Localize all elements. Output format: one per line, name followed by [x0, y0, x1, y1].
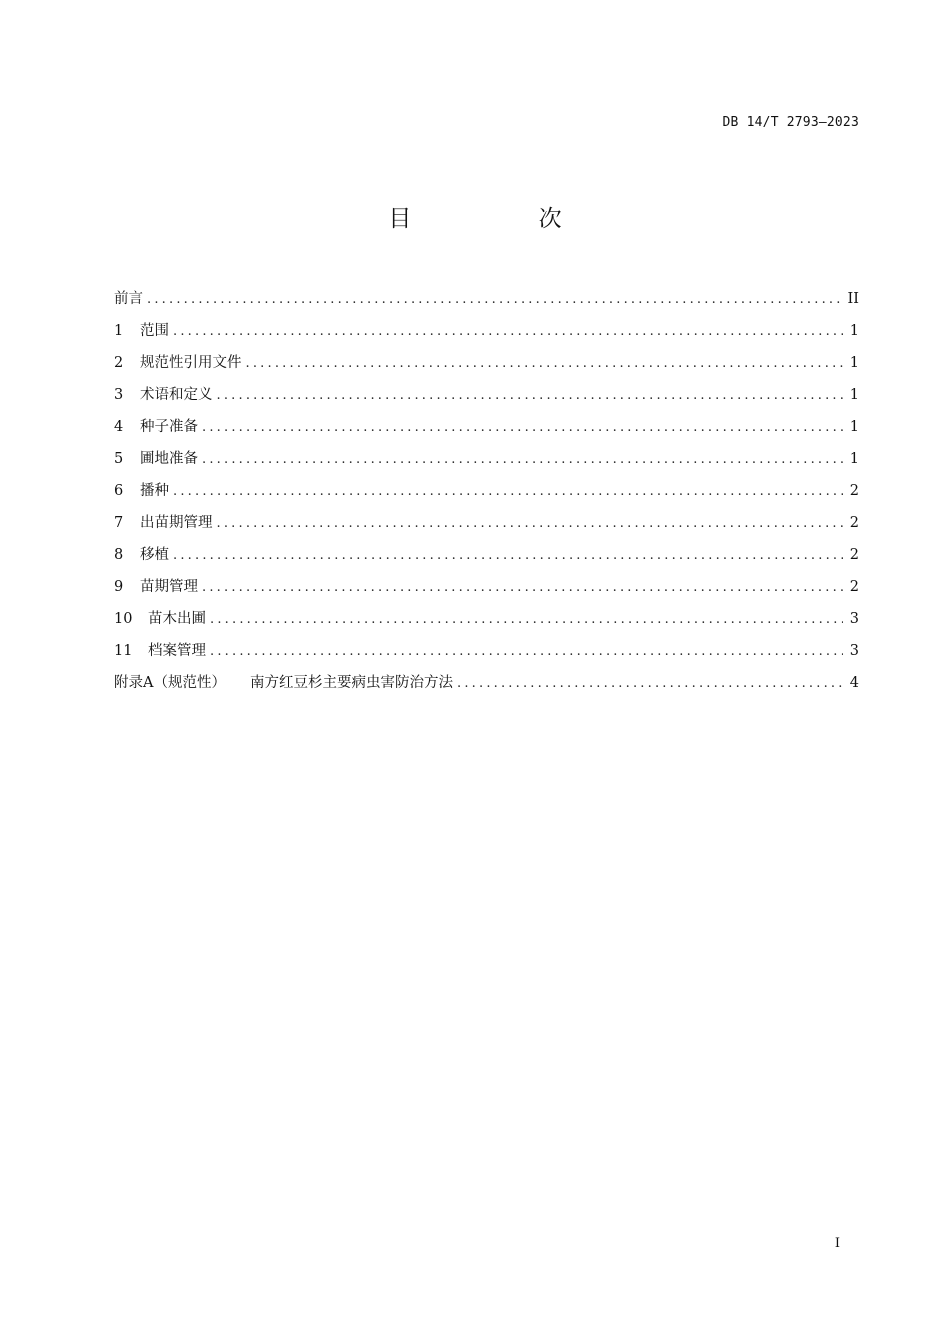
toc-entry-11[interactable]	[114, 638, 859, 670]
toc-leader-dots	[202, 415, 843, 441]
toc-entry-label-wrap	[114, 286, 143, 312]
toc-entry-page: 2	[849, 515, 859, 531]
toc-entry-page: II	[847, 291, 859, 307]
toc-entry-label: 术语和定义	[140, 387, 213, 403]
toc-entry-page: 3	[849, 643, 859, 659]
toc-leader-dots	[147, 287, 842, 313]
toc-entry-number: 11	[114, 643, 133, 659]
toc-entry-label: 种子准备	[140, 419, 198, 435]
toc-entry-label: 移植	[140, 547, 169, 563]
toc-entry-label-wrap	[114, 318, 169, 344]
toc-entry-foreword[interactable]	[114, 286, 859, 318]
toc-entry-page: 2	[849, 579, 859, 595]
toc-entry-1[interactable]	[114, 318, 859, 350]
toc-entry-label: 出苗期管理	[140, 515, 213, 531]
toc-entry-number: 8	[114, 547, 124, 563]
toc-entry-label-wrap	[114, 350, 242, 376]
toc-entry-label: 圃地准备	[140, 451, 198, 467]
toc-entry-7[interactable]	[114, 510, 859, 542]
toc-entry-5[interactable]	[114, 446, 859, 478]
toc-leader-dots	[217, 383, 844, 409]
toc-entry-label-wrap	[114, 542, 169, 568]
toc-entry-label: 苗木出圃	[148, 611, 206, 627]
toc-entry-label: 规范性引用文件	[140, 355, 242, 371]
toc-entry-number: 1	[114, 323, 124, 339]
toc-entry-10[interactable]	[114, 606, 859, 638]
toc-entry-label: 苗期管理	[140, 579, 198, 595]
toc-entry-2[interactable]	[114, 350, 859, 382]
toc-entry-label: 南方红豆杉主要病虫害防治方法	[249, 675, 453, 691]
toc-leader-dots	[173, 479, 843, 505]
toc-entry-page: 2	[849, 547, 859, 563]
toc-entry-8[interactable]	[114, 542, 859, 574]
toc-entry-number: 10	[114, 611, 133, 627]
toc-entry-number: 7	[114, 515, 124, 531]
toc-entry-page: 2	[849, 483, 859, 499]
toc-entry-number: 附录A（规范性）	[114, 675, 226, 691]
toc-entry-appendix-a[interactable]	[114, 670, 859, 702]
toc-leader-dots	[210, 639, 843, 665]
toc-entry-page: 1	[849, 323, 859, 339]
toc-leader-dots	[202, 575, 843, 601]
page-number: I	[834, 1236, 840, 1251]
toc-leader-dots	[202, 447, 843, 473]
toc-entry-page: 1	[849, 451, 859, 467]
toc-leader-dots	[217, 511, 844, 537]
toc-entry-label-wrap	[114, 478, 169, 504]
toc-entry-page: 3	[849, 611, 859, 627]
toc-leader-dots	[173, 319, 843, 345]
toc-entry-label-wrap	[114, 638, 206, 664]
toc-entry-number: 9	[114, 579, 124, 595]
toc-entry-label-wrap	[114, 510, 213, 536]
table-of-contents	[114, 286, 859, 702]
standard-code: DB 14/T 2793—2023	[722, 115, 859, 130]
toc-entry-label: 档案管理	[148, 643, 206, 659]
toc-entry-page: 1	[849, 387, 859, 403]
toc-entry-6[interactable]	[114, 478, 859, 510]
toc-entry-label: 前言	[114, 291, 143, 307]
toc-entry-page: 1	[849, 355, 859, 371]
toc-leader-dots	[173, 543, 843, 569]
toc-entry-number: 3	[114, 387, 124, 403]
toc-entry-label-wrap	[114, 446, 198, 472]
toc-entry-label: 范围	[140, 323, 169, 339]
toc-title: 目 次	[388, 206, 622, 232]
toc-entry-number: 6	[114, 483, 124, 499]
toc-leader-dots	[246, 351, 844, 377]
toc-entry-number: 5	[114, 451, 124, 467]
toc-leader-dots	[457, 671, 843, 697]
toc-entry-9[interactable]	[114, 574, 859, 606]
toc-entry-page: 1	[849, 419, 859, 435]
toc-leader-dots	[210, 607, 843, 633]
toc-entry-number: 2	[114, 355, 124, 371]
toc-entry-page: 4	[849, 675, 859, 691]
toc-entry-label-wrap	[114, 382, 213, 408]
toc-entry-label-wrap	[114, 414, 198, 440]
toc-entry-3[interactable]	[114, 382, 859, 414]
toc-entry-4[interactable]	[114, 414, 859, 446]
toc-entry-label-wrap	[114, 670, 453, 696]
toc-entry-label-wrap	[114, 606, 206, 632]
toc-entry-number: 4	[114, 419, 124, 435]
toc-entry-label: 播种	[140, 483, 169, 499]
toc-entry-label-wrap	[114, 574, 198, 600]
